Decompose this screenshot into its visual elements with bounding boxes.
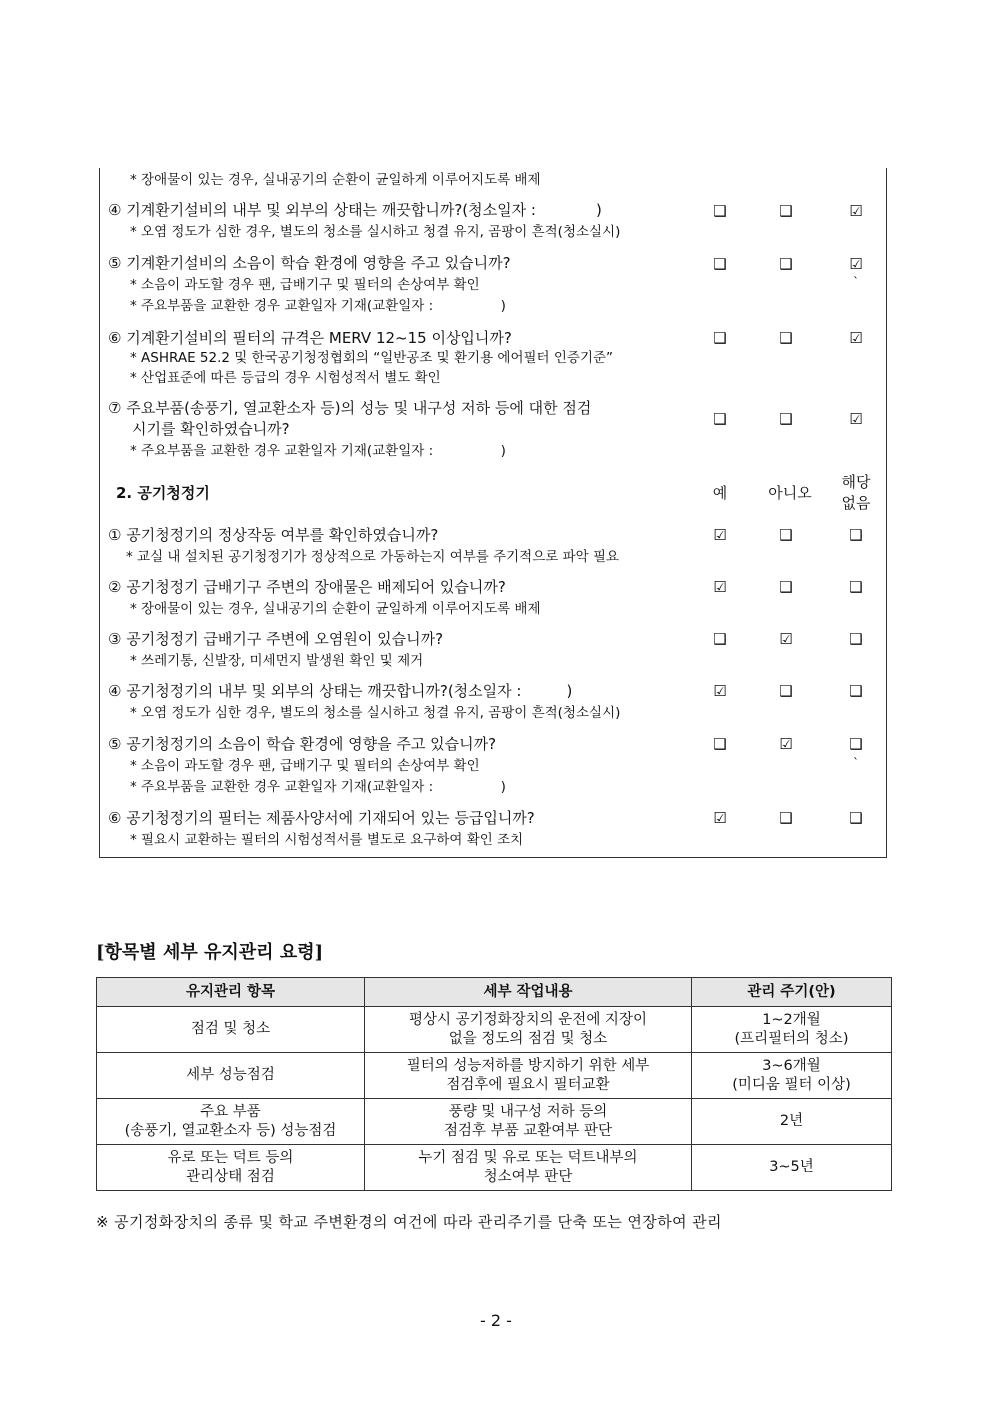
answer-yes-checkbox[interactable]: ❑ [713,202,727,220]
item-cell [97,1053,365,1099]
item-note: * ASHRAE 52.2 및 한국공기청정협회의 “일반공조 및 환기용 에어필터 인증기준” [130,350,614,366]
checklist-question: ④ 기계환기설비의 내부 및 외부의 상태는 깨끗합니까?(청소일자 : ) [108,201,602,219]
maintenance-heading: [항목별 세부 유지관리 요령] [96,942,324,963]
checklist-question: ④ 공기청정기의 내부 및 외부의 상태는 깨끗합니까?(청소일자 : ) [108,682,573,700]
cell-line: (프리필터의 청소) [734,1030,849,1047]
column-header-yes: 예 [712,484,728,502]
column-header: 유지관리 항목 [97,978,365,1007]
checklist-question: ⑤ 공기청정기의 소음이 학습 환경에 영향을 주고 있습니까? [108,735,497,753]
work-cell [365,1145,692,1191]
cell-line: 3~5년 [769,1159,814,1175]
item-note: * 쓰레기통, 신발장, 미세먼지 발생원 확인 및 제거 [130,653,424,669]
item-cell [97,1007,365,1053]
cycle-cell [692,1053,892,1099]
checklist-question: ② 공기청정기 급배기구 주변의 장애물은 배제되어 있습니까? [108,578,506,596]
cell-line: 필터의 성능저하를 방지하기 위한 세부 [406,1057,650,1074]
answer-no-checkbox[interactable]: ❑ [779,809,793,827]
cell-line: 1~2개월 [762,1011,821,1028]
work-cell [365,1007,692,1053]
column-header-no: 아니오 [768,484,812,502]
table-row [97,1145,892,1191]
table-header-row [97,978,892,1007]
item-note: * 장애물이 있는 경우, 실내공기의 순환이 균일하게 이루어지도록 배제 [130,601,541,617]
answer-no-checkbox[interactable]: ❑ [779,329,793,347]
maintenance-table [96,977,892,1191]
checklist-question: ① 공기청정기의 정상작동 여부를 확인하였습니까? [108,526,439,544]
answer-no-checkbox[interactable]: ❑ [779,578,793,596]
answer-na-checkbox[interactable]: ☑ [849,255,863,273]
answer-yes-checkbox[interactable]: ☑ [713,682,727,700]
item-note: * 주요부품을 교환한 경우 교환일자 기재(교환일자 : ) [130,298,506,314]
answer-na-checkbox[interactable]: ❑ [849,630,863,648]
page-number: - 2 - [480,1311,512,1330]
answer-no-checkbox[interactable]: ❑ [779,255,793,273]
answer-yes-checkbox[interactable]: ☑ [713,809,727,827]
answer-na-checkbox[interactable]: ❑ [849,578,863,596]
cell-line: 관리상태 점검 [186,1168,275,1185]
stray-mark: ` [853,756,859,770]
answer-na-checkbox[interactable]: ☑ [849,329,863,347]
cycle-cell [692,1099,892,1145]
answer-no-checkbox[interactable]: ☑ [779,735,793,753]
cell-line: 풍량 및 내구성 저하 등의 [448,1103,608,1120]
answer-yes-checkbox[interactable]: ❑ [713,255,727,273]
work-cell [365,1053,692,1099]
item-note: * 오염 정도가 심한 경우, 별도의 청소를 실시하고 청결 유지, 곰팡이 흔적(청소실시) [130,224,621,240]
answer-na-checkbox[interactable]: ❑ [849,526,863,544]
cycle-cell [692,1145,892,1191]
table-row [97,1053,892,1099]
answer-no-checkbox[interactable]: ❑ [779,202,793,220]
checklist-question: ⑥ 기계환기설비의 필터의 규격은 MERV 12~15 이상입니까? [108,329,512,347]
work-cell [365,1099,692,1145]
item-cell [97,1099,365,1145]
cell-line: 평상시 공기정화장치의 운전에 지장이 [409,1011,647,1028]
cell-line: 2년 [779,1113,804,1129]
answer-yes-checkbox[interactable]: ❑ [713,735,727,753]
answer-no-checkbox[interactable]: ☑ [779,630,793,648]
answer-na-checkbox[interactable]: ☑ [849,202,863,220]
cell-line: 점검 및 청소 [190,1021,271,1037]
item-note: * 필요시 교환하는 필터의 시험성적서를 별도로 요구하여 확인 조치 [130,832,524,848]
cell-line: 점검후에 필요시 필터교환 [446,1076,610,1093]
footnote: ※ 공기정화장치의 종류 및 학교 주변환경의 여건에 따라 관리주기를 단축 또는 연장하여 관리 [96,1213,722,1231]
answer-na-checkbox[interactable]: ☑ [849,410,863,428]
column-header: 세부 작업내용 [365,978,692,1007]
answer-yes-checkbox[interactable]: ☑ [713,578,727,596]
answer-yes-checkbox[interactable]: ☑ [713,526,727,544]
column-header-na-1: 해당 [841,473,871,491]
answer-na-checkbox[interactable]: ❑ [849,682,863,700]
item-note: * 교실 내 설치된 공기청정기가 정상적으로 가동하는지 여부를 주기적으로 파악 필요 [126,549,620,565]
checklist-question: ⑤ 기계환기설비의 소음이 학습 환경에 영향을 주고 있습니까? [108,254,511,272]
answer-no-checkbox[interactable]: ❑ [779,410,793,428]
item-note: * 주요부품을 교환한 경우 교환일자 기재(교환일자 : ) [130,443,506,459]
section-title: 2. 공기청정기 [116,484,210,502]
checklist-table [99,168,887,858]
cell-line: 3~6개월 [762,1057,821,1074]
answer-na-checkbox[interactable]: ❑ [849,809,863,827]
item-note: * 주요부품을 교환한 경우 교환일자 기재(교환일자 : ) [130,779,506,795]
answer-yes-checkbox[interactable]: ❑ [713,410,727,428]
cell-line: 없을 정도의 점검 및 청소 [448,1030,608,1047]
checklist-question-cont: 시기를 확인하였습니까? [132,420,290,438]
item-note: * 산업표준에 따른 등급의 경우 시험성적서 별도 확인 [130,370,441,386]
checklist-question: ③ 공기청정기 급배기구 주변에 오염원이 있습니까? [108,630,444,648]
cell-line: 주요 부품 [200,1103,261,1120]
item-note: * 오염 정도가 심한 경우, 별도의 청소를 실시하고 청결 유지, 곰팡이 흔적(청소실시) [130,705,621,721]
item-note: * 소음이 과도할 경우 팬, 급배기구 및 필터의 손상여부 확인 [130,277,480,293]
cell-line: 점검후 부품 교환여부 판단 [444,1122,612,1139]
column-header: 관리 주기(안) [692,978,892,1007]
cell-line: (미디움 필터 이상) [732,1076,851,1093]
checklist-question: ⑥ 공기청정기의 필터는 제품사양서에 기재되어 있는 등급입니까? [108,809,535,827]
checklist-question: ⑦ 주요부품(송풍기, 열교환소자 등)의 성능 및 내구성 저하 등에 대한 점검 [108,399,592,417]
cycle-cell [692,1007,892,1053]
column-header-na-2: 없음 [841,494,871,512]
cell-line: (송풍기, 열교환소자 등) 성능점검 [124,1122,337,1139]
item-note: * 소음이 과도할 경우 팬, 급배기구 및 필터의 손상여부 확인 [130,758,480,774]
cell-line: 유로 또는 덕트 등의 [167,1149,294,1166]
item-cell [97,1145,365,1191]
cell-line: 세부 성능점검 [186,1067,275,1083]
answer-no-checkbox[interactable]: ❑ [779,682,793,700]
answer-na-checkbox[interactable]: ❑ [849,735,863,753]
answer-yes-checkbox[interactable]: ❑ [713,630,727,648]
item-note: * 장애물이 있는 경우, 실내공기의 순환이 균일하게 이루어지도록 배제 [130,172,541,188]
cell-line: 청소여부 판단 [483,1168,573,1185]
table-row [97,1007,892,1053]
table-row [97,1099,892,1145]
answer-no-checkbox[interactable]: ❑ [779,526,793,544]
stray-mark: ` [853,275,859,289]
cell-line: 누기 점검 및 유로 또는 덕트내부의 [418,1149,638,1166]
answer-yes-checkbox[interactable]: ❑ [713,329,727,347]
